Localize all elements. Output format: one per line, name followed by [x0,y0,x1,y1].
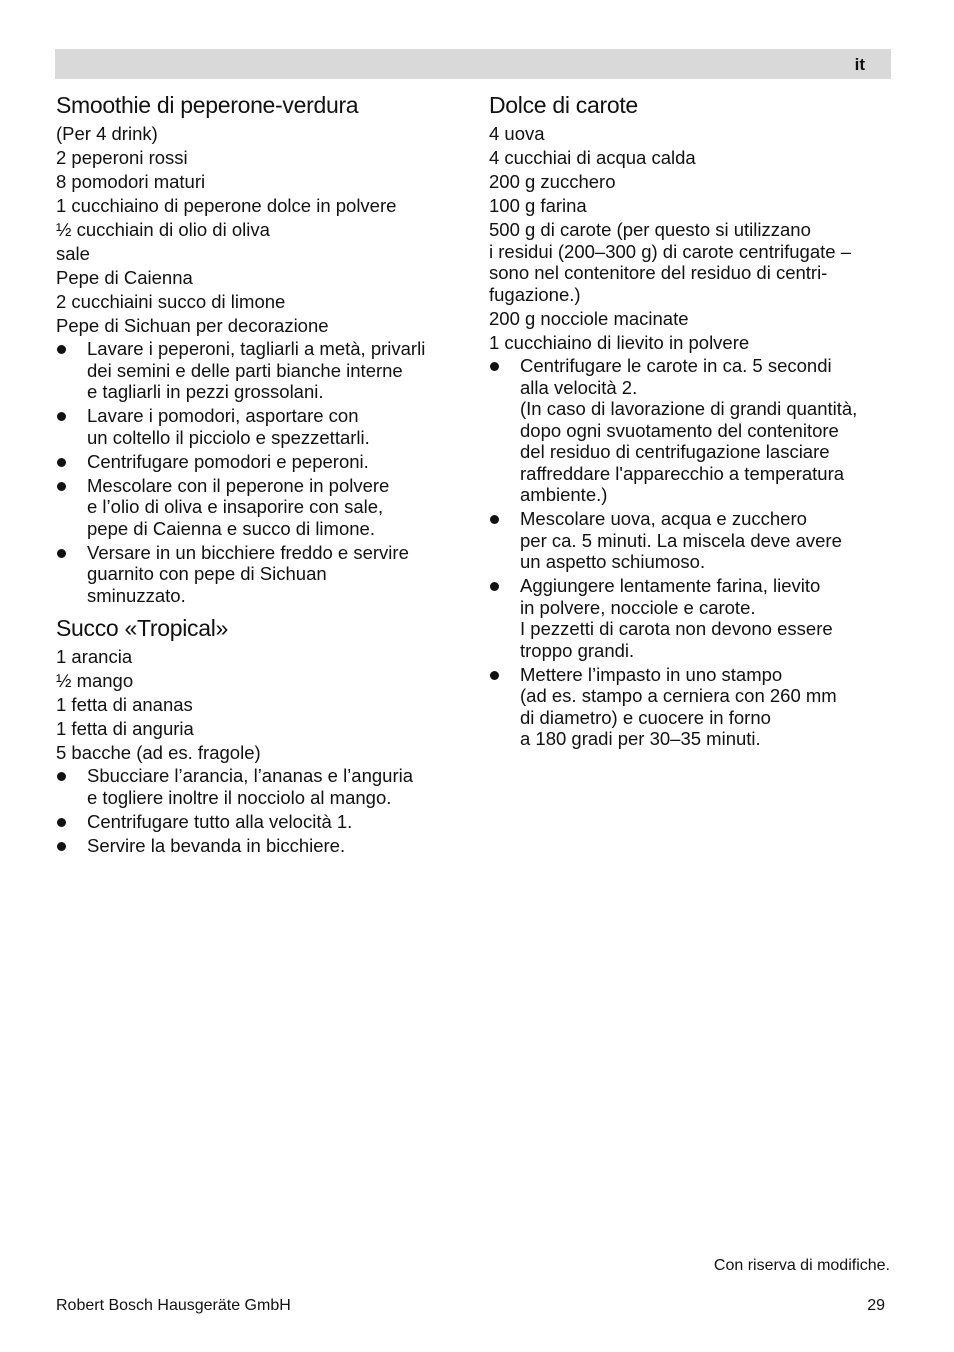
step-line: Mescolare con il peperone in polvere [87,474,390,496]
footer-publisher: Robert Bosch Hausgeräte GmbH [56,1297,291,1314]
step-item [56,765,461,808]
step-line: del residuo di centrifugazione lasciare [520,441,830,462]
step-line: e togliere inoltre il nocciolo al mango. [87,786,392,808]
ingredient-line: 500 g di carote (per questo si utilizzano [489,219,811,240]
step-line: di diametro) e cuocere in forno [520,706,771,728]
page-number: 29 [867,1297,885,1314]
ingredient: 4 uova [489,123,545,144]
ingredient-line: i residui (200–300 g) di carote centrifugate – [489,240,851,262]
ingredient-list [56,645,461,765]
bullet-dot-icon [57,772,66,781]
ingredient-list [56,122,461,338]
language-code: it [854,55,865,74]
step-line: alla velocità 2. [520,376,638,398]
bullet-dot-icon [57,818,66,827]
step-item [489,355,894,506]
bullet-dot-icon [57,482,66,491]
recipe-title: Smoothie di peperone-verdura [56,92,359,118]
step-line: pepe di Caienna e succo di limone. [87,517,375,539]
recipe-title: Dolce di carote [489,92,638,118]
ingredient-line: sono nel contenitore del residuo di centri- [489,262,828,283]
bullet-dot-icon [57,458,66,467]
recipe-title: Succo «Tropical» [56,615,229,641]
language-header-bar [55,49,891,79]
ingredient: 200 g nocciole macinate [489,308,689,329]
step-line: in polvere, nocciole e carote. [520,596,756,618]
step-line: ambiente.) [520,484,608,505]
step-item [56,338,461,403]
ingredient: 2 cucchiaini succo di limone [56,291,286,312]
recipe-tropical [56,613,461,856]
ingredient: (Per 4 drink) [56,123,158,144]
step-line: un coltello il picciolo e spezzettarli. [87,426,370,448]
recipe-dolce-carote [489,90,894,750]
step-line: a 180 gradi per 30–35 minuti. [520,728,761,749]
step-line: Lavare i peperoni, tagliarli a metà, privarli [87,338,426,359]
bullet-dot-icon [57,412,66,421]
step-line: I pezzetti di carota non devono essere [520,618,833,639]
bullet-dot-icon [490,515,499,524]
ingredient: Pepe di Caienna [56,267,193,288]
step-line: Mettere l’impasto in uno stampo [520,663,783,685]
ingredient: 1 arancia [56,646,133,667]
step-list [489,355,894,750]
bullet-dot-icon [490,671,499,680]
right-column [489,90,894,752]
step-item [56,451,461,473]
step-item [489,508,894,573]
step-line: raffreddare l'apparecchio a temperatura [520,462,845,484]
step-item [56,811,461,833]
ingredient: 1 fetta di ananas [56,694,193,715]
ingredient: sale [56,243,90,264]
step-line: un aspetto schiumoso. [520,551,706,572]
bullet-dot-icon [490,362,499,371]
step-list [56,338,461,606]
step-line: guarnito con pepe di Sichuan [87,563,327,584]
step-line: sminuzzato. [87,584,186,606]
step-line: (In caso di lavorazione di grandi quantità, [520,398,858,419]
step-line: Sbucciare l’arancia, l’ananas e l’anguria [87,765,413,786]
recipe-smoothie [56,90,461,606]
ingredient: 1 cucchiaino di lievito in polvere [489,332,750,353]
step-line: e l’olio di oliva e insaporire con sale, [87,496,384,517]
step-line: per ca. 5 minuti. La miscela deve avere [520,529,842,551]
step-line: dei semini e delle parti bianche interne [87,359,403,381]
step-line: Aggiungere lentamente farina, lievito [520,575,821,596]
ingredient-carote [489,219,894,305]
step-line: Mescolare uova, acqua e zucchero [520,508,807,529]
footer-note: Con riserva di modifiche. [713,1257,890,1274]
step-line: Versare in un bicchiere freddo e servire [87,541,409,563]
step-line: e tagliarli in pezzi grossolani. [87,381,324,402]
step-line: Centrifugare le carote in ca. 5 secondi [520,355,832,376]
ingredient: 5 bacche (ad es. fragole) [56,742,261,763]
bullet-dot-icon [57,345,66,354]
left-column [56,90,461,859]
step-line: dopo ogni svuotamento del contenitore [520,419,839,441]
step-line: (ad es. stampo a cerniera con 260 mm [520,685,837,706]
ingredient: ½ mango [56,670,134,691]
ingredient: 100 g farina [489,195,587,216]
step-item [56,405,461,448]
ingredient-list [489,122,894,355]
ingredient: 200 g zucchero [489,171,616,192]
bullet-dot-icon [490,582,499,591]
step-item [489,664,894,750]
step-list [56,765,461,856]
step-line: Servire la bevanda in bicchiere. [87,834,346,856]
step-item [56,475,461,540]
ingredient: 1 fetta di anguria [56,718,194,739]
ingredient: 8 pomodori maturi [56,171,206,192]
bullet-dot-icon [57,842,66,851]
step-line: troppo grandi. [520,639,635,661]
ingredient: 4 cucchiai di acqua calda [489,147,696,168]
ingredient: 1 cucchiaino di peperone dolce in polvere [56,195,397,216]
step-line: Centrifugare tutto alla velocità 1. [87,810,353,832]
step-item [489,575,894,661]
step-item [56,542,461,607]
ingredient: Pepe di Sichuan per decorazione [56,315,329,336]
ingredient: 2 peperoni rossi [56,147,188,168]
ingredient: ½ cucchiain di olio di oliva [56,219,270,240]
ingredient-line: fugazione.) [489,283,581,305]
step-line: Lavare i pomodori, asportare con [87,405,359,426]
step-item [56,835,461,857]
bullet-dot-icon [57,549,66,558]
step-line: Centrifugare pomodori e peperoni. [87,450,369,472]
